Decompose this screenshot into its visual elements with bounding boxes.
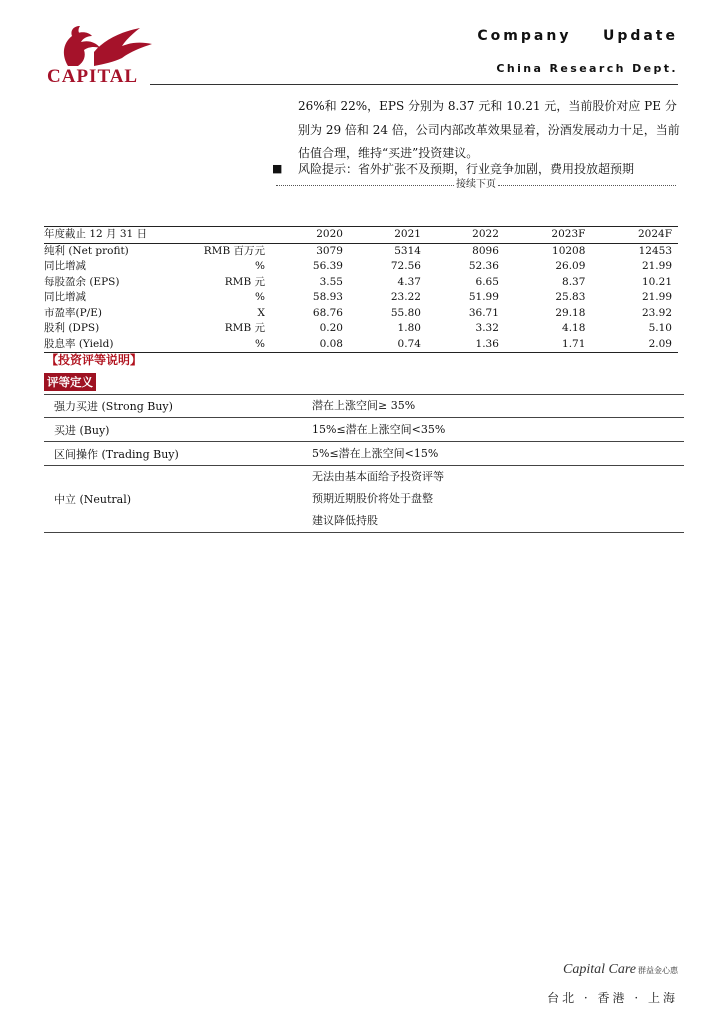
footer-brand xyxy=(563,962,678,978)
rating-name: 买进 (Buy) xyxy=(44,418,296,442)
row-unit: % xyxy=(185,337,271,353)
row-unit: RMB 百万元 xyxy=(203,244,265,257)
row-unit: X xyxy=(257,306,265,319)
leader-dots xyxy=(498,179,676,186)
table-row xyxy=(44,442,684,466)
continued-marker xyxy=(274,175,678,190)
table-row xyxy=(44,418,684,442)
continued-label: 接续下页 xyxy=(456,179,496,190)
company-logo xyxy=(48,22,158,72)
rating-desc xyxy=(296,466,684,533)
header-cell: 2020 xyxy=(271,227,349,244)
rating-name: 中立 (Neutral) xyxy=(44,466,296,533)
table-cell: 36.71 xyxy=(468,306,499,319)
summary-paragraph: 26%和 22%，EPS 分别为 8.37 元和 10.21 元，当前股价对应 PE 分别为 29 倍和 24 倍，公司内部改革效果显着，汾酒发展动力十足，当前估值合理，维持“买进”投资建议。 xyxy=(298,99,680,160)
table-header-row xyxy=(44,227,678,244)
eagle-icon xyxy=(48,22,158,68)
rating-definition-badge: 评等定义 xyxy=(44,373,96,391)
table-cell: 12453 xyxy=(638,244,672,257)
table-cell: 5314 xyxy=(394,244,421,257)
table-cell: 4.18 xyxy=(562,322,586,334)
rating-desc-line: 潜在上涨空间≥ 35% xyxy=(312,399,416,412)
rating-desc xyxy=(296,395,684,418)
row-label: 同比增减 xyxy=(44,291,86,303)
table-cell: 10208 xyxy=(552,244,586,257)
table-cell: 25.83 xyxy=(555,291,586,303)
row-unit: RMB 元 xyxy=(224,275,265,288)
header-cell: 2024F xyxy=(591,227,678,244)
logo-wordmark: CAPITAL xyxy=(47,66,139,87)
table-row xyxy=(44,321,678,337)
report-type-title: Company Update xyxy=(477,28,678,44)
header-cell xyxy=(185,227,271,244)
footer-brand-cn: 群益金心惠 xyxy=(638,966,678,975)
table-row xyxy=(44,290,678,306)
header-cell: 2023F xyxy=(505,227,592,244)
header-cell: 2022 xyxy=(427,227,505,244)
table-cell: 26.09 xyxy=(555,260,586,272)
table-cell: 0.08 xyxy=(271,337,349,353)
table-cell: 52.36 xyxy=(468,260,499,272)
footer-brand-name: Capital Care xyxy=(563,962,636,977)
rating-name: 强力买进 (Strong Buy) xyxy=(44,395,296,418)
row-label: 同比增减 xyxy=(44,260,86,272)
table-cell: 8096 xyxy=(472,244,499,257)
table-cell: 2.09 xyxy=(591,337,678,353)
table-row xyxy=(44,259,678,275)
table-cell: 55.80 xyxy=(390,306,421,319)
table-cell: 23.92 xyxy=(641,306,672,319)
row-label: 纯利 (Net profit) xyxy=(44,244,129,257)
header-cell: 年度截止 12 月 31 日 xyxy=(44,227,185,244)
rating-desc-line: 建议降低持股 xyxy=(312,514,378,527)
table-cell: 72.56 xyxy=(390,260,421,272)
footer-cities: 台北 · 香港 · 上海 xyxy=(547,991,678,1005)
table-cell: 51.99 xyxy=(468,291,499,303)
rating-name: 区间操作 (Trading Buy) xyxy=(44,442,296,466)
table-cell: 1.36 xyxy=(427,337,505,353)
header-cell: 2021 xyxy=(349,227,427,244)
table-cell: 8.37 xyxy=(562,275,586,288)
row-unit: % xyxy=(255,260,265,272)
rating-desc-line: 5%≤潜在上涨空间<15% xyxy=(312,446,439,460)
department-subtitle: China Research Dept. xyxy=(496,62,678,75)
table-cell: 5.10 xyxy=(648,322,672,334)
table-cell: 56.39 xyxy=(312,260,343,272)
rating-definition-table xyxy=(44,394,684,533)
table-cell: 0.20 xyxy=(319,322,343,334)
rating-desc-line: 无法由基本面给予投资评等 xyxy=(312,470,444,483)
table-row xyxy=(44,466,684,533)
table-cell: 29.18 xyxy=(555,306,586,319)
row-unit: RMB 元 xyxy=(224,322,265,334)
table-cell: 6.65 xyxy=(475,275,499,288)
table-cell: 21.99 xyxy=(641,291,672,303)
table-cell: 68.76 xyxy=(312,306,343,319)
risk-warning: 风险提示：省外扩张不及预期，行业竞争加剧，费用投放超预期 xyxy=(298,162,635,176)
financial-summary-table xyxy=(44,226,678,353)
table-cell: 21.99 xyxy=(641,260,672,272)
rating-desc-line: 预期近期股价将处于盘整 xyxy=(312,492,433,505)
table-cell: 3079 xyxy=(316,244,343,257)
table-row xyxy=(44,395,684,418)
rating-desc xyxy=(296,418,684,442)
table-cell: 1.71 xyxy=(505,337,592,353)
rating-section-title: 【投资评等说明】 xyxy=(46,353,143,367)
header-rule xyxy=(150,84,678,85)
table-cell: 4.37 xyxy=(397,275,421,288)
bullet-square-icon: ■ xyxy=(272,162,283,175)
row-label: 市盈率(P/E) xyxy=(44,306,102,319)
row-unit: % xyxy=(255,291,265,303)
table-row xyxy=(44,275,678,291)
table-cell: 10.21 xyxy=(641,275,672,288)
table-cell: 3.32 xyxy=(475,322,499,334)
rating-desc xyxy=(296,442,684,466)
table-cell: 0.74 xyxy=(349,337,427,353)
leader-dots xyxy=(276,179,454,186)
rating-desc-line: 15%≤潜在上涨空间<35% xyxy=(312,422,446,436)
table-cell: 3.55 xyxy=(319,275,343,288)
table-row xyxy=(44,243,678,259)
table-cell: 1.80 xyxy=(397,322,421,334)
row-label: 股利 (DPS) xyxy=(44,322,100,334)
table-row xyxy=(44,306,678,322)
row-label: 每股盈余 (EPS) xyxy=(44,275,120,288)
table-cell: 58.93 xyxy=(312,291,343,303)
row-label: 股息率 (Yield) xyxy=(44,337,185,353)
table-cell: 23.22 xyxy=(390,291,421,303)
